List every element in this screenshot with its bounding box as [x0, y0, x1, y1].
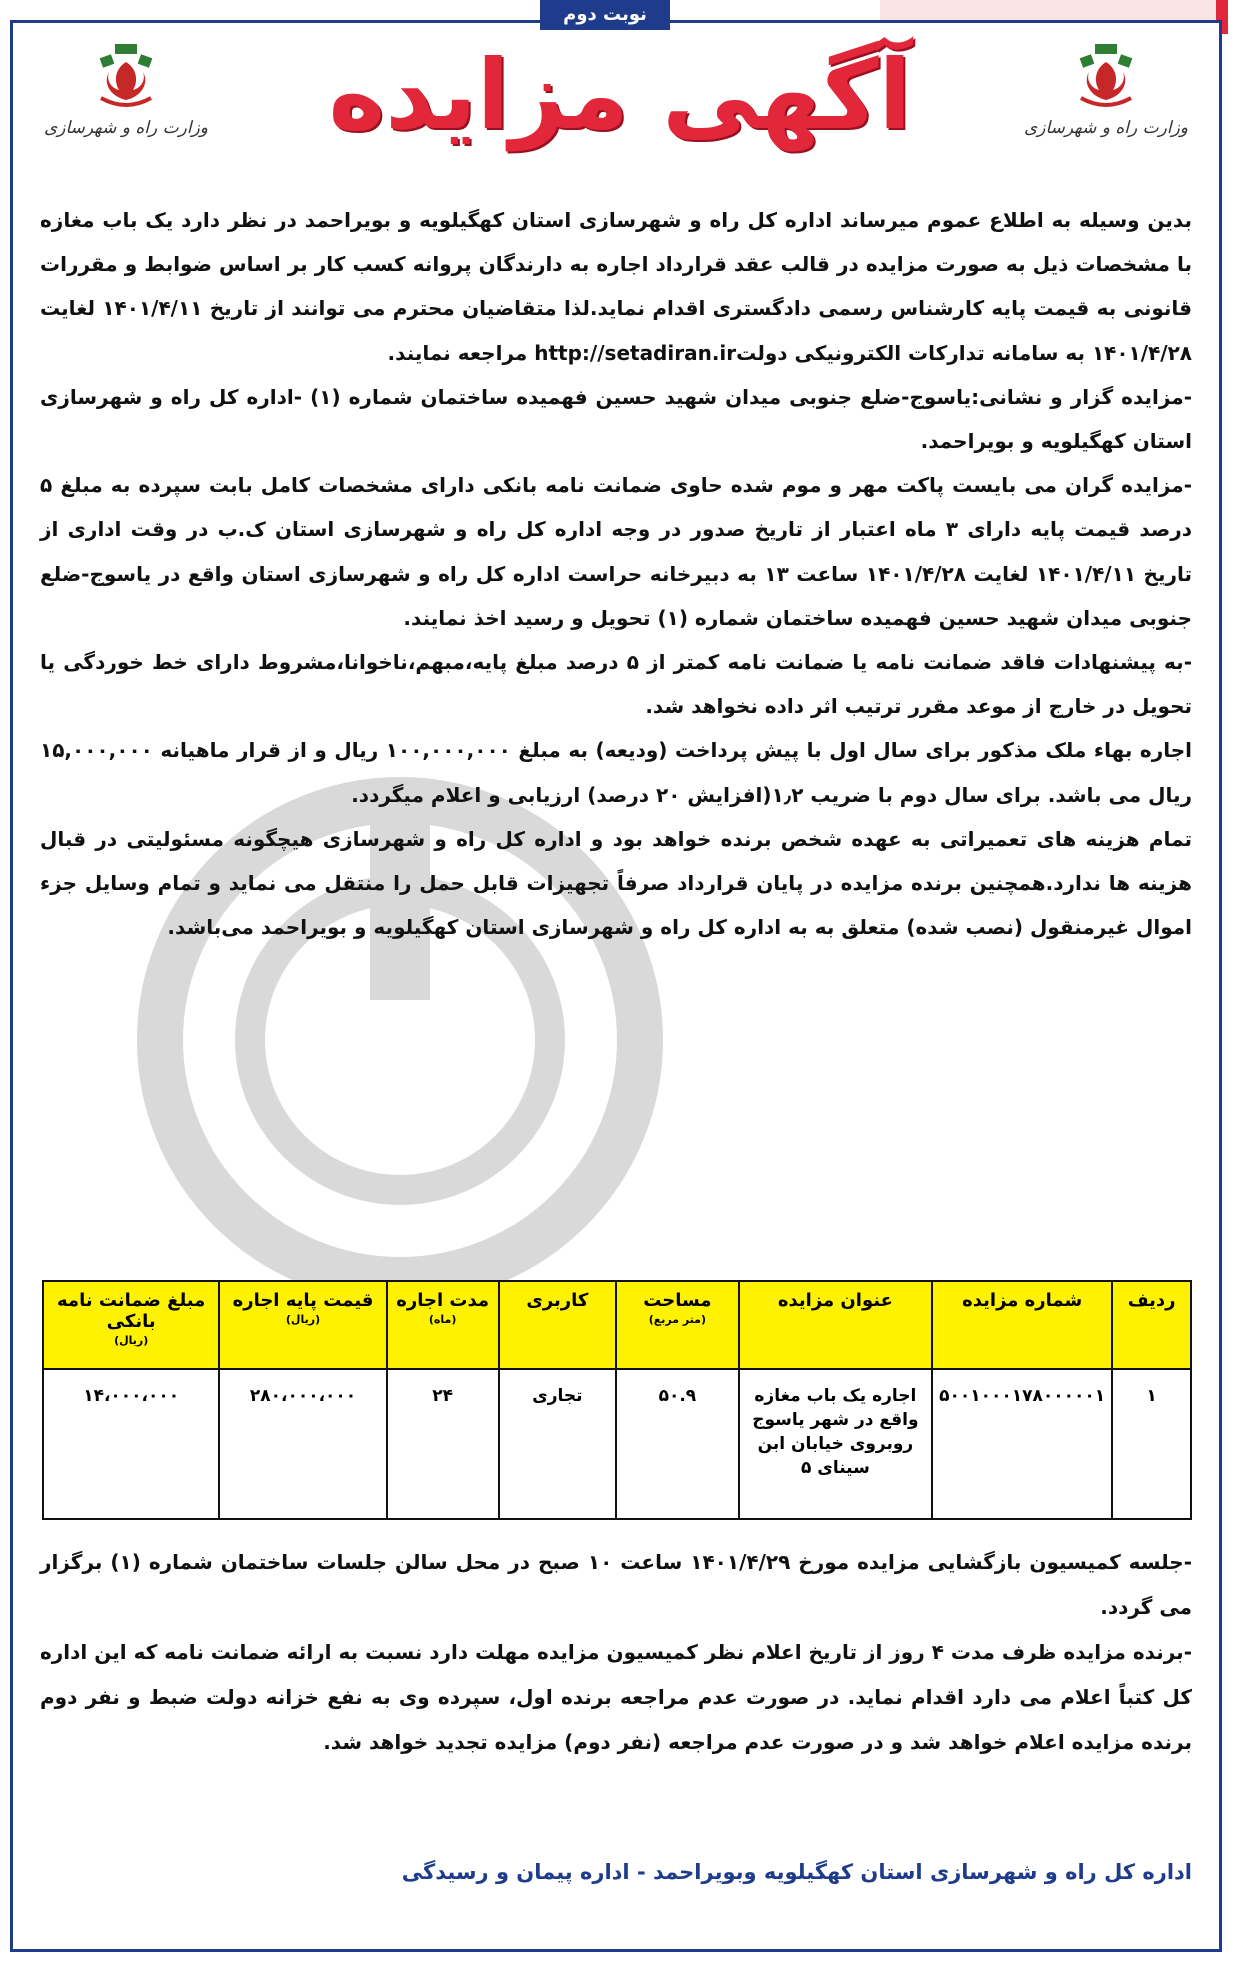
table-row: [43, 1369, 1191, 1519]
issuer-signature: اداره کل راه و شهرسازی استان کهگیلویه وبویراحمد - اداره پیمان و رسیدگی: [401, 1860, 1192, 1884]
col-header-row-number: ردیف: [1112, 1281, 1191, 1369]
body-paragraph: بدین وسیله به اطلاع عموم میرساند اداره کل راه و شهرسازی استان کهگیلویه و بویراحمد در نظر دارد یک باب مغازه با مشخصات ذیل به صورت مزایده در قالب عقد قرارداد اجاره به دارندگان پروانه کسب کار بر اساس ضوابط و مقررات قانونی به قیمت پایه کارشناس رسمی دادگستری اقدام نماید.لذا متقاضیان محترم می توانند از تاریخ ۱۴۰۱/۴/۱۱ لغایت ۱۴۰۱/۴/۲۸ به سامانه تدارکات الکترونیکی دولتhttp://setadiran.ir مراجعه نمایند.: [40, 208, 1192, 365]
closing-paragraph: -جلسه کمیسیون بازگشایی مزایده مورخ ۱۴۰۱/۴/۲۹ ساعت ۱۰ صبح در محل سالن جلسات ساختمان شماره (۱) برگزار می گردد.: [40, 1550, 1193, 1619]
ministry-logo-left: [35, 38, 217, 160]
cell-usage: تجاری: [499, 1369, 616, 1519]
ministry-logo-label: وزارت راه و شهرسازی: [1023, 118, 1188, 138]
body-paragraph: -مزایده گران می بایست پاکت مهر و موم شده حاوی ضمانت نامه بانکی دارای مشخصات کامل بابت سپرده به مبلغ ۵ درصد قیمت پایه دارای ۳ ماه اعتبار از تاریخ صدور در وجه اداره کل راه و شهرسازی استان ک.ب در وقت اداری از تاریخ ۱۴۰۱/۴/۱۱ لغایت ۱۴۰۱/۴/۲۸ ساعت ۱۳ به دبیرخانه حراست اداره کل راه و شهرسازی استان واقع در یاسوج-ضلع جنوبی میدان شهید حسین فهمیده ساختمان شماره (۱) تحویل و رسید اخذ نمایند.: [40, 473, 1193, 630]
col-header-auction-number: شماره مزایده: [932, 1281, 1112, 1369]
notice-body: [40, 198, 1192, 949]
col-header-base-price: قیمت پایه اجاره (ریال): [219, 1281, 386, 1369]
auction-table: [42, 1280, 1192, 1520]
col-header-guarantee-amount: مبلغ ضمانت نامه بانکی (ریال): [43, 1281, 219, 1369]
ministry-logo-right: [1015, 38, 1197, 160]
closing-paragraph: -برنده مزایده ظرف مدت ۴ روز از تاریخ اعلام نظر کمیسیون مزایده مهلت دارد نسبت به ارائه ضمانت نامه که این اداره کل کتباً اعلام می دارد اقدام نماید. در صورت عدم مراجعه برنده اول، سپرده وی به نفع خزانه دولت ضبط و نفر دوم برنده مزایده اعلام خواهد شد و در صورت عدم مراجعه (نفر دوم) مزایده تجدید خواهد شد.: [39, 1640, 1192, 1754]
cell-area: ۵۰.۹: [616, 1369, 739, 1519]
emblem-icon: [1061, 38, 1151, 110]
cell-base-price: ۲۸۰،۰۰۰،۰۰۰: [219, 1369, 386, 1519]
publication-badge: نوبت دوم: [540, 0, 670, 30]
body-paragraph: -مزایده گزار و نشانی:یاسوج-ضلع جنوبی میدان شهید حسین فهمیده ساختمان شماره (۱) -اداره کل راه و شهرسازی استان کهگیلویه و بویراحمد.: [40, 384, 1192, 454]
col-header-lease-duration: مدت اجاره (ماه): [387, 1281, 499, 1369]
cell-auction-title: اجاره یک باب مغازه واقع در شهر یاسوج روبروی خیابان ابن سینای ۵: [739, 1369, 933, 1519]
cell-guarantee-amount: ۱۴،۰۰۰،۰۰۰: [43, 1369, 219, 1519]
col-header-area: مساحت (متر مربع): [616, 1281, 739, 1369]
body-paragraph: -به پیشنهادات فاقد ضمانت نامه یا ضمانت نامه کمتر از ۵ درصد مبلغ پایه،مبهم،ناخوانا،مشروط دارای خط خوردگی یا تحویل در خارج از موعد مقرر ترتیب اثر داده نخواهد شد.: [40, 650, 1192, 719]
col-header-usage: کاربری: [499, 1281, 616, 1369]
cell-lease-duration: ۲۴: [387, 1369, 499, 1519]
body-paragraph: تمام هزینه های تعمیراتی به عهده شخص برنده خواهد بود و اداره کل راه و شهرسازی هیچگونه مسئولیتی در قبال هزینه ها ندارد.همچنین برنده مزایده در پایان قرارداد صرفاً تجهیزات قابل حمل را منتقل می نماید و تمام وسایل جزء اموال غیرمنقول (نصب شده) متعلق به به اداره کل راه و شهرسازی استان کهگیلویه و بویراحمد می‌باشد.: [40, 826, 1192, 940]
cell-row-number: ۱: [1112, 1369, 1191, 1519]
body-paragraph: اجاره بهاء ملک مذکور برای سال اول با پیش پرداخت (ودیعه) به مبلغ ۱۰۰,۰۰۰,۰۰۰ ریال و از قرار ماهیانه ۱۵,۰۰۰,۰۰۰ ریال می باشد. برای سال دوم با ضریب ۱٫۲(افزایش ۲۰ درصد) ارزیابی و اعلام میگردد.: [40, 738, 1192, 807]
closing-section: [40, 1540, 1192, 1765]
ministry-logo-label: وزارت راه و شهرسازی: [43, 118, 208, 138]
page-title: آگهی مزایده: [328, 39, 912, 151]
emblem-icon: [81, 38, 171, 110]
table-header-row: [43, 1281, 1191, 1369]
col-header-auction-title: عنوان مزایده: [739, 1281, 933, 1369]
cell-auction-number: ۵۰۰۱۰۰۰۱۷۸۰۰۰۰۰۱: [932, 1369, 1112, 1519]
